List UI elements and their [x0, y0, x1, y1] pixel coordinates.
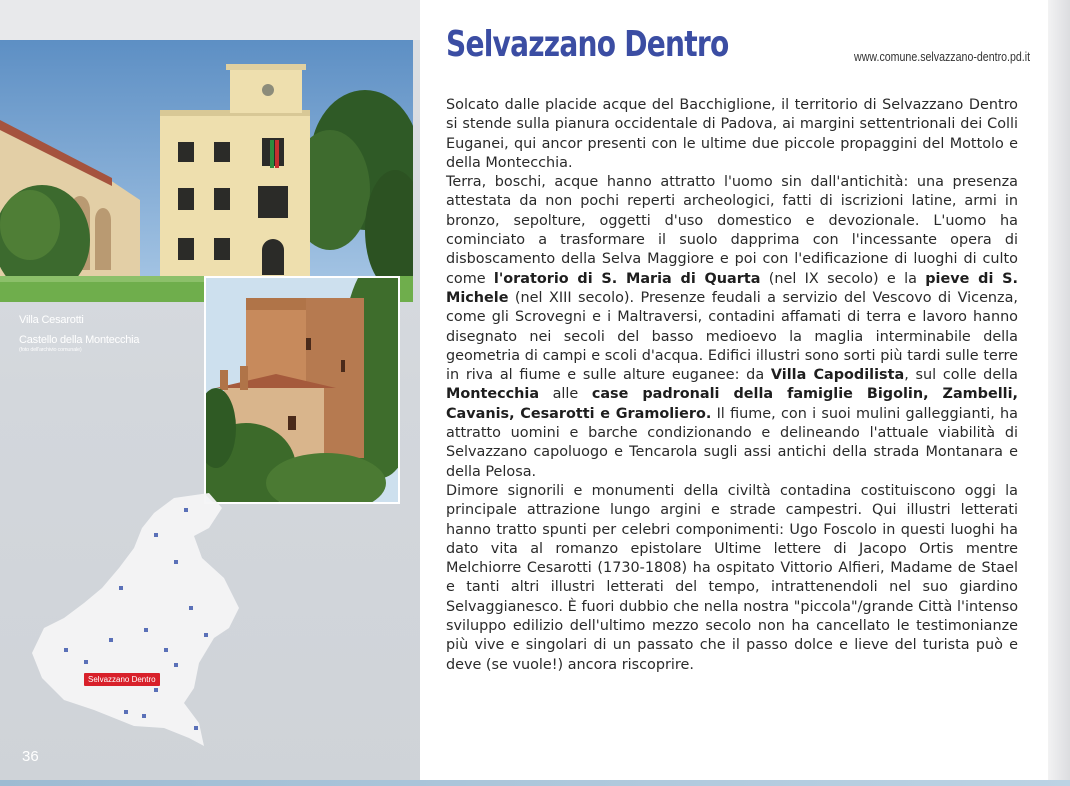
p2-bold-villa: Villa Capodilista	[770, 367, 905, 384]
right-page	[420, 0, 1070, 786]
caption-castle: Castello della Montecchia	[19, 334, 140, 346]
paragraph-1: Solcato dalle placide acque del Bacchiglione, il territorio di Selvazzano Dentro si stende sulla pianura occidentale di Padova, ai margini settentrionali dei Colli Euganei, qui ancor presenti con le ultime due piccole propaggini del Mottolo e della Montecchia.	[446, 97, 1018, 171]
caption-credit: (foto dell'archivio comunale)	[19, 347, 82, 353]
paragraph-3: Dimore signorili e monumenti della civiltà contadina costituiscono oggi la principale attrazione lungo argini e strade campestri. Qui illustri letterati hanno tratto spunti per celebri componimenti: Ugo Foscolo in questi luoghi ha dato vita al romanzo epistolare Ultime lettere di Jacopo Ortis mentre Melchiorre Cesarotti (1730-1808) ha ospitato Vittorio Alfieri, Madame de Stael e tanti altri illustri letterati del tempo, intrattenendoli nel suo giardino Selvaggianesco. È fuori dubbio che nella nostra "piccola"/grande Città l'intenso sviluppo edilizio dell'ultimo mezzo secolo non ha cancellato le testimonianze più vive e singolari di un passato che il passo dolce e lieve del turista può e deve (se vuole!) ancora riscoprire.	[446, 482, 1018, 673]
bottom-strip	[0, 780, 1070, 786]
p2-bold-case: case padronali della famiglie Bigolin, Zambelli, Cavanis, Cesarotti e Gramoliero.	[446, 386, 1018, 422]
p2-bold-montecchia: Montecchia	[446, 386, 540, 403]
page-title: Selvazzano Dentro	[446, 24, 729, 65]
article-body	[446, 96, 1018, 675]
left-page	[0, 0, 420, 786]
p2-bold-pieve: pieve di S. Michele	[446, 270, 1018, 306]
website-link[interactable]: www.comune.selvazzano-dentro.pd.it	[853, 50, 1030, 64]
paragraph-2	[446, 173, 1018, 482]
caption-villa: Villa Cesarotti	[19, 314, 84, 326]
p2-text-4: , sul colle della	[904, 367, 1018, 384]
page-edge	[1048, 0, 1070, 786]
page-number: 36	[22, 748, 39, 765]
p2-text-1: Terra, boschi, acque hanno attratto l'uomo sin dall'antichità: una presenza attestata da non pochi reperti archeologici, fatti di iscrizioni latine, armi in bronzo, sepolture, oggetti d'uso domestico e devozionale. L'uomo ha cominciato a trasformare il suolo dapprima con l'incessante opera di disboscamento della Selva Maggiore e poi con l'edificazione di luoghi di culto come	[446, 174, 1018, 287]
p2-bold-oratorio: l'oratorio di S. Maria di Quarta	[493, 270, 761, 287]
veneto-region-shape	[32, 493, 239, 746]
castello-montecchia-photo	[204, 276, 400, 504]
p2-text-3: (nel XIII secolo). Presenze feudali a servizio del Vescovo di Vicenza, come gli Scrovegni e i Maltraversi, contadini affamati di terra e lavoro hanno disegnato nei secoli del basso medioevo la maglia interminabile della geometria di campi e scoli d'acqua. Edifici illustri sono sorti più tardi sulle terre in riva al fiume e sulle alture euganee: da	[446, 289, 1018, 384]
p2-text-6: Il fiume, con i suoi mulini galleggianti, ha attratto uomini e barche condizionando e delineando l'attuale viabilità di Selvazzano capoluogo e Tencarola sugli assi antichi della strada Montanara e della Pelosa.	[446, 405, 1018, 480]
veneto-map	[24, 488, 264, 758]
p2-text-2: (nel IX secolo) e la	[760, 270, 926, 287]
map-label-selvazzano: Selvazzano Dentro	[84, 673, 160, 686]
villa-cesarotti-photo	[0, 40, 413, 302]
p2-text-5: alle	[539, 386, 592, 403]
